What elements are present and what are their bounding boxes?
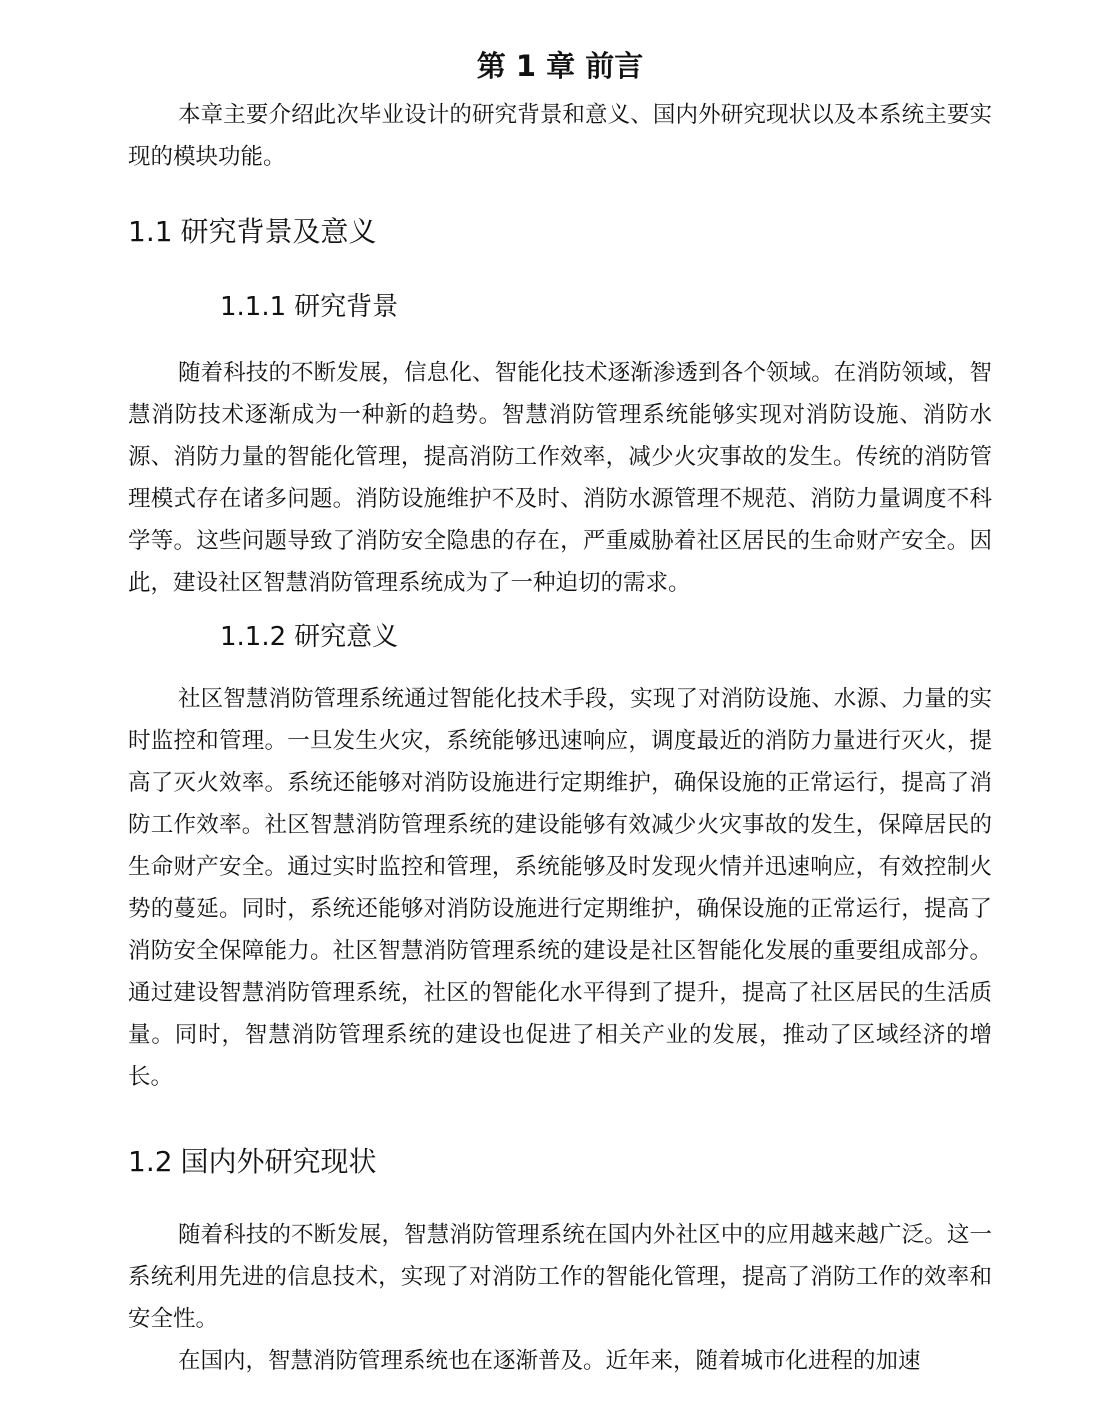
subsection-number: 1.1.1 [220,292,287,322]
research-status-paragraph-1: 随着科技的不断发展，智慧消防管理系统在国内外社区中的应用越来越广泛。这一系统利用先进的信息技术，实现了对消防工作的智能化管理，提高了消防工作的效率和安全性。 [128,1222,992,1332]
research-significance-paragraph: 社区智慧消防管理系统通过智能化技术手段，实现了对消防设施、水源、力量的实时监控和管理。一旦发生火灾，系统能够迅速响应，调度最近的消防力量进行灭火，提高了灭火效率。系统还能够对消防设施进行定期维护，确保设施的正常运行，提高了消防工作效率。社区智慧消防管理系统的建设能够有效减少火灾事故的发生，保障居民的生命财产安全。通过实时监控和管理，系统能够及时发现火情并迅速响应，有效控制火势的蔓延。同时，系统还能够对消防设施进行定期维护，确保设施的正常运行，提高了消防安全保障能力。社区智慧消防管理系统的建设是社区智能化发展的重要组成部分。通过建设智慧消防管理系统，社区的智能化水平得到了提升，提高了社区居民的生活质量。同时，智慧消防管理系统的建设也促进了相关产业的发展，推动了区域经济的增长。 [128,686,992,1090]
subsection-title: 研究背景 [294,292,399,322]
section-heading-1-1 [128,208,992,256]
research-status-paragraph-2: 在国内，智慧消防管理系统也在逐渐普及。近年来，随着城市化进程的加速 [178,1348,921,1374]
subsection-title: 研究意义 [294,622,399,652]
research-background-paragraph: 随着科技的不断发展，信息化、智能化技术逐渐渗透到各个领域。在消防领域，智慧消防技术逐渐成为一种新的趋势。智慧消防管理系统能够实现对消防设施、消防水源、消防力量的智能化管理，提高消防工作效率，减少火灾事故的发生。传统的消防管理模式存在诸多问题。消防设施维护不及时、消防水源管理不规范、消防力量调度不科学等。这些问题导致了消防安全隐患的存在，严重威胁着社区居民的生命财产安全。因此，建设社区智慧消防管理系统成为了一种迫切的需求。 [128,360,992,596]
section-number: 1.2 [128,1145,173,1178]
subsection-heading-1-1-1 [128,284,992,330]
section-heading-1-2 [128,1138,992,1186]
chapter-title: 第 1 章 前言 [476,49,644,83]
section-title: 研究背景及意义 [180,215,377,248]
document-page [128,40,992,1382]
section-number: 1.1 [128,215,173,248]
section-title: 国内外研究现状 [180,1145,377,1178]
subsection-heading-1-1-2 [128,614,992,660]
subsection-number: 1.1.2 [220,622,287,652]
chapter-intro-paragraph: 本章主要介绍此次毕业设计的研究背景和意义、国内外研究现状以及本系统主要实现的模块功能。 [128,102,992,170]
